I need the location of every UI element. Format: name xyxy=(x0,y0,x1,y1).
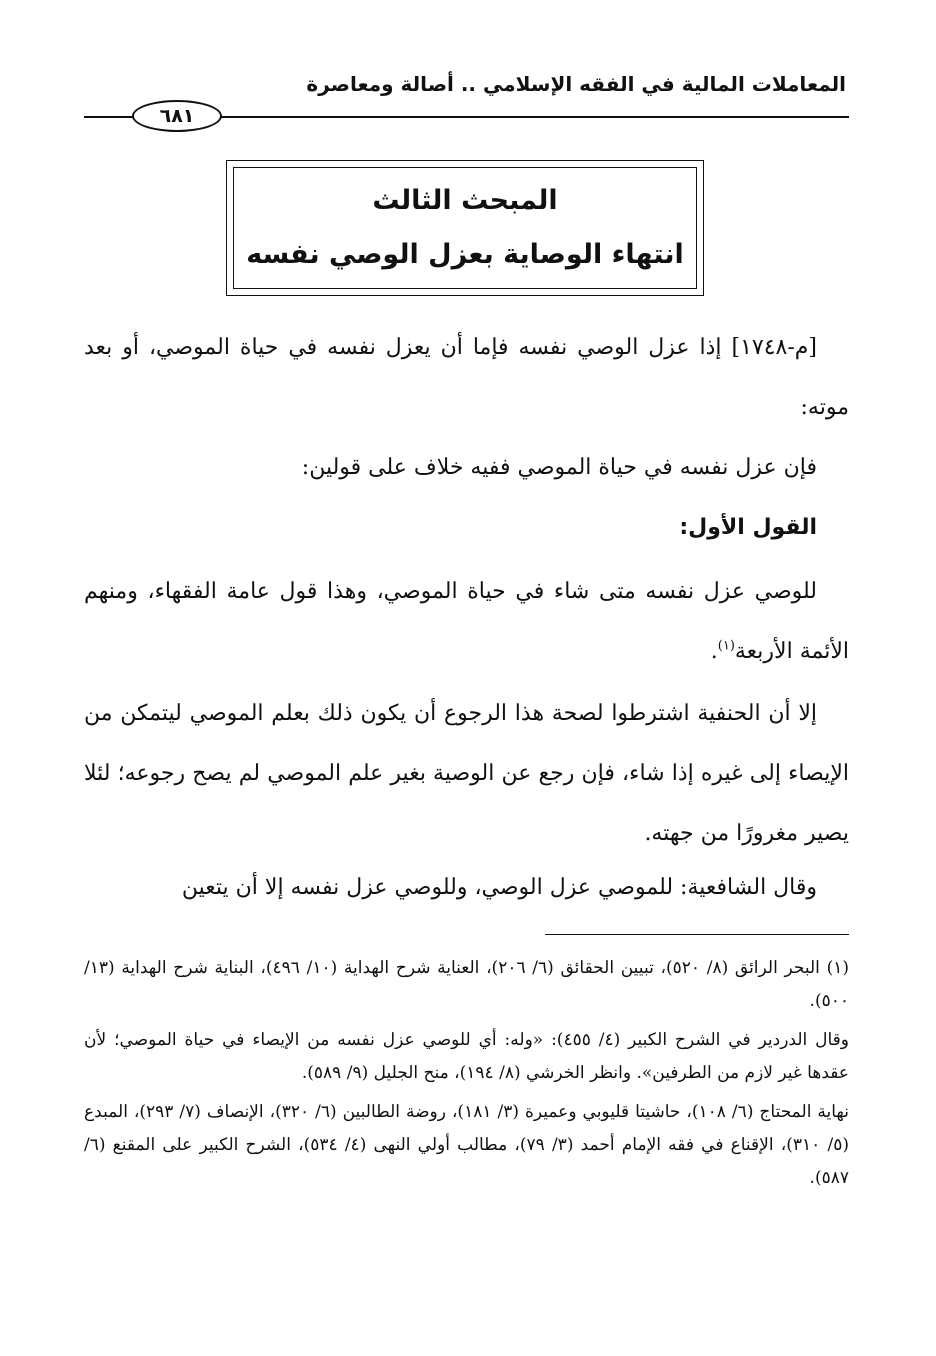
footnote-ref-1: (١) xyxy=(717,638,735,654)
footnotes xyxy=(84,952,849,1201)
footnote-1: (١) البحر الرائق (٨/ ٥٢٠)، تبيين الحقائق (٦/ ٢٠٦)، العناية شرح الهداية (١٠/ ٤٩٦)، البناية شرح الهداية (١٣/ ٥٠٠). xyxy=(84,958,849,1011)
section-title-inner-frame xyxy=(233,167,697,289)
footnote-rule xyxy=(545,934,849,935)
paragraph-4-end: . xyxy=(710,639,718,664)
section-subheading: انتهاء الوصاية بعزل الوصي نفسه xyxy=(246,239,684,270)
paragraph-2: فإن عزل نفسه في حياة الموصي ففيه خلاف على قولين: xyxy=(301,455,817,480)
paragraph-3-heading: القول الأول: xyxy=(679,515,817,540)
paragraph-4-text: للوصي عزل نفسه متى شاء في حياة الموصي، وهذا قول عامة الفقهاء، ومنهم الأئمة الأربعة xyxy=(84,579,849,664)
paragraph-5: إلا أن الحنفية اشترطوا لصحة هذا الرجوع أن يكون ذلك بعلم الموصي ليتمكن من الإيصاء إلى غيره إذا شاء، فإن رجع عن الوصية بغير علم الموصي لم يصح رجوعه؛ لئلا يصير مغرورًا من جهته. xyxy=(84,701,849,846)
paragraph-4 xyxy=(84,562,849,682)
paragraph-6: وقال الشافعية: للموصي عزل الوصي، وللوصي عزل نفسه إلا أن يتعين xyxy=(181,875,817,900)
running-header-title: المعاملات المالية في الفقه الإسلامي .. أصالة ومعاصرة xyxy=(306,72,846,96)
paragraph-1: [م-١٧٤٨] إذا عزل الوصي نفسه فإما أن يعزل نفسه في حياة الموصي، أو بعد موته: xyxy=(84,335,849,420)
page-number-badge xyxy=(132,100,222,132)
section-heading: المبحث الثالث xyxy=(372,185,558,216)
page-number: ٦٨١ xyxy=(159,105,195,127)
footnote-2: وقال الدردير في الشرح الكبير (٤/ ٤٥٥): «وله: أي للوصي عزل نفسه من الإيصاء في حياة الموصي؛ لأن عقدها غير لازم من الطرفين». وانظر الخرشي (٨/ ١٩٤)، منح الجليل (٩/ ٥٨٩). xyxy=(84,1030,849,1083)
section-title-frame xyxy=(226,160,704,296)
footnote-3: نهاية المحتاج (٦/ ١٠٨)، حاشيتا قليوبي وعميرة (٣/ ١٨١)، روضة الطالبين (٦/ ٣٢٠)، الإنصاف (٧/ ٢٩٣)، المبدع (٥/ ٣١٠)، الإقناع في فقه الإمام أحمد (٣/ ٧٩)، مطالب أولي النهى (٤/ ٥٣٤)، الشرح الكبير على المقنع (٦/ ٥٨٧). xyxy=(84,1102,849,1188)
